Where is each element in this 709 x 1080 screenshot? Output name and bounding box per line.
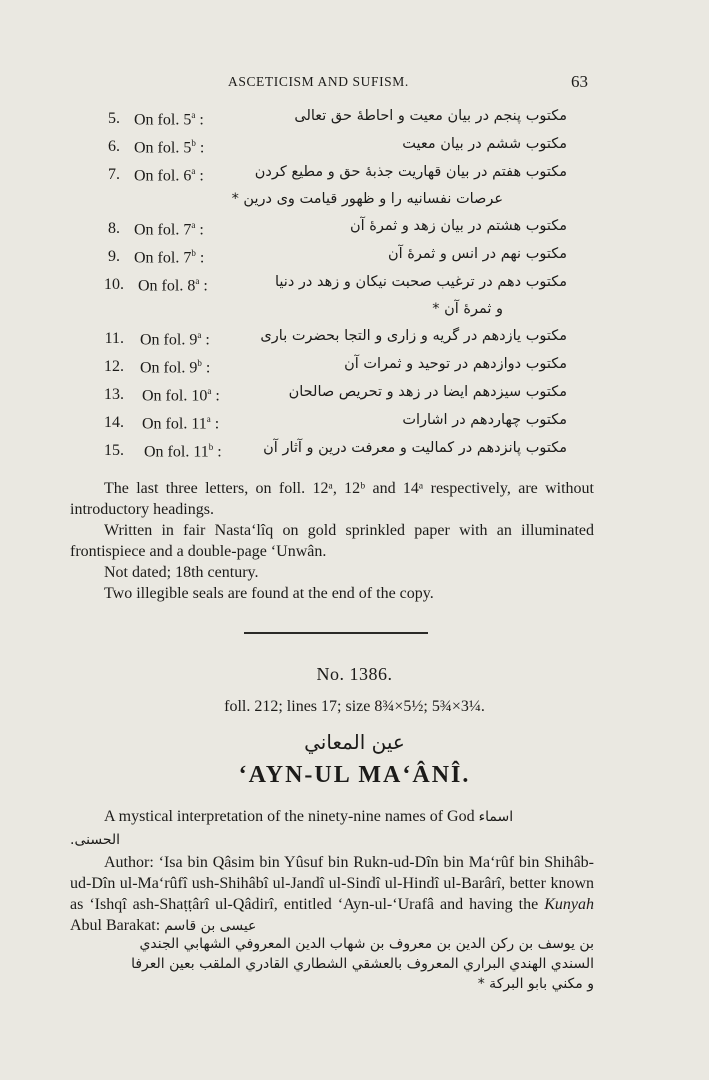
- persian-heading: مکتوب دوازدهم در توحید و ثمرات آن: [344, 356, 567, 372]
- page-header: [0, 72, 709, 96]
- catalogue-entry-number: No. 1386.: [316, 664, 393, 684]
- entry-number: 5.: [108, 110, 120, 127]
- folio-reference: On fol. 6$^a$ :: [134, 166, 204, 185]
- persian-heading: مکتوب پنجم در بیان معیت و احاطهٔ حق تعالی: [294, 108, 567, 124]
- folio-reference: On fol. 5$^a$ :: [134, 110, 204, 129]
- entry-number: 14.: [104, 414, 124, 431]
- folio-reference: On fol. 5$^b$ :: [134, 138, 205, 157]
- author-arabic-name-start: عيسى بن قاسم: [164, 918, 257, 934]
- description-arabic-continuation-block: [70, 830, 594, 850]
- entry-number: 6.: [108, 138, 120, 155]
- persian-heading: مکتوب ششم در بیان معیت: [402, 136, 567, 152]
- note-seals: Two illegible seals are found at the end of the copy.: [104, 585, 434, 602]
- entry-number: 11.: [104, 330, 124, 347]
- persian-heading: مکتوب نهم در انس و ثمرهٔ آن: [387, 246, 567, 262]
- description-text: A mystical interpretation of the ninety-nine names of God: [104, 808, 475, 825]
- persian-heading: مکتوب چهاردهم در اشارات: [402, 412, 567, 428]
- letters-list: [0, 106, 709, 466]
- entry-number: 10.: [104, 276, 124, 293]
- folio-reference: On fol. 11$^b$ :: [144, 442, 222, 461]
- persian-heading: مکتوب پانزدهم در کمالیت و معرفت درین و آثار آن: [263, 440, 567, 456]
- letter-entry: [0, 438, 709, 466]
- letter-entry: [0, 106, 709, 134]
- notes-block: [70, 478, 594, 604]
- persian-heading-continuation: عرصات نفسانیه را و ظهور قیامت وی درین *: [231, 191, 503, 207]
- kunyah-term: Kunyah: [544, 896, 595, 913]
- note-script-and-paper: Written in fair Nasta‘lîq on gold sprinkled paper with an illuminated frontispiece and a double-page ‘Unwân.: [70, 522, 594, 560]
- author-arabic-line: السندي الهندي البراري المعروف بالعشقي الشطاري القادري الملقب بعين العرفا: [131, 956, 594, 972]
- note-last-three-letters: The last three letters, on foll. 12ᵃ, 12ᵇ and 14ᵃ respectively, are without introductory headings.: [70, 480, 594, 518]
- persian-heading: مکتوب سیزدهم ایضا در زهد و تحریص صالحان: [288, 384, 567, 400]
- work-title: ‘AYN-UL MA‘ÂNÎ.: [238, 762, 471, 788]
- folio-reference: On fol. 7$^a$ :: [134, 220, 204, 239]
- entry-number: 15.: [104, 442, 124, 459]
- letter-entry: [0, 272, 709, 326]
- folio-reference: On fol. 9$^a$ :: [140, 330, 210, 349]
- author-arabic-line: بن يوسف بن ركن الدين بن معروف بن شهاب الدين المعروفي الشهابي الجندي: [139, 936, 594, 952]
- folio-reference: On fol. 10$^a$ :: [142, 386, 220, 405]
- author-arabic-line: و مكني بابو البركة *: [477, 976, 594, 992]
- folio-reference: On fol. 8$^a$ :: [138, 276, 208, 295]
- author-kunyah-value: Abul Barakat:: [70, 917, 161, 934]
- running-title: ASCETICISM AND SUFISM.: [228, 74, 409, 89]
- collation-line: foll. 212; lines 17; size 8¾×5½; 5¾×3¼.: [224, 698, 485, 715]
- letter-entry: [0, 162, 709, 216]
- persian-heading: مکتوب یازدهم در گریه و زاری و التجا بحضرت باری: [260, 328, 567, 344]
- folio-reference: On fol. 7$^b$ :: [134, 248, 205, 267]
- letter-entry: [0, 382, 709, 410]
- arabic-title: عين المعاني: [304, 730, 405, 754]
- entry-number: 12.: [104, 358, 124, 375]
- folio-reference: On fol. 11$^a$ :: [142, 414, 220, 433]
- letter-entry: [0, 326, 709, 354]
- letter-entry: [0, 244, 709, 272]
- description-arabic-continuation: الحسنى.: [70, 832, 121, 848]
- letter-entry: [0, 410, 709, 438]
- work-description: [70, 806, 594, 828]
- persian-heading: مکتوب هشتم در بیان زهد و ثمرهٔ آن: [349, 218, 567, 234]
- letter-entry: [0, 216, 709, 244]
- persian-heading: مکتوب دهم در ترغیب صحبت نیکان و زهد در دنیا: [275, 274, 567, 290]
- author-arabic-block: [70, 934, 594, 994]
- letter-entry: [0, 134, 709, 162]
- entry-number: 8.: [108, 220, 120, 237]
- author-statement: [70, 852, 594, 937]
- section-divider: [244, 632, 428, 634]
- author-text: Author: ‘Isa bin Qâsim bin Yûsuf bin Rukn-ud-Dîn bin Ma‘rûf bin Shihâb-ud-Dîn ul-Ma‘rûfî ush-Shihâbî ul-Jandî ul-Sindî ul-Hindî ul-Barârî, better known as ‘Ishqî ash-Shaṭṭârî ul-Qâdirî, entitled ‘Ayn-ul-‘Urafâ and having the: [70, 854, 594, 913]
- entry-number: 13.: [104, 386, 124, 403]
- persian-heading-continuation: و ثمرهٔ آن *: [432, 301, 503, 317]
- page-number: 63: [571, 72, 588, 91]
- note-date: Not dated; 18th century.: [104, 564, 259, 581]
- persian-heading: مکتوب هفتم در بیان قهاریت جذبهٔ حق و مطیع کردن: [254, 164, 567, 180]
- folio-reference: On fol. 9$^b$ :: [140, 358, 211, 377]
- entry-number: 9.: [108, 248, 120, 265]
- description-arabic: اسماء: [478, 809, 514, 825]
- letter-entry: [0, 354, 709, 382]
- entry-number: 7.: [108, 166, 120, 183]
